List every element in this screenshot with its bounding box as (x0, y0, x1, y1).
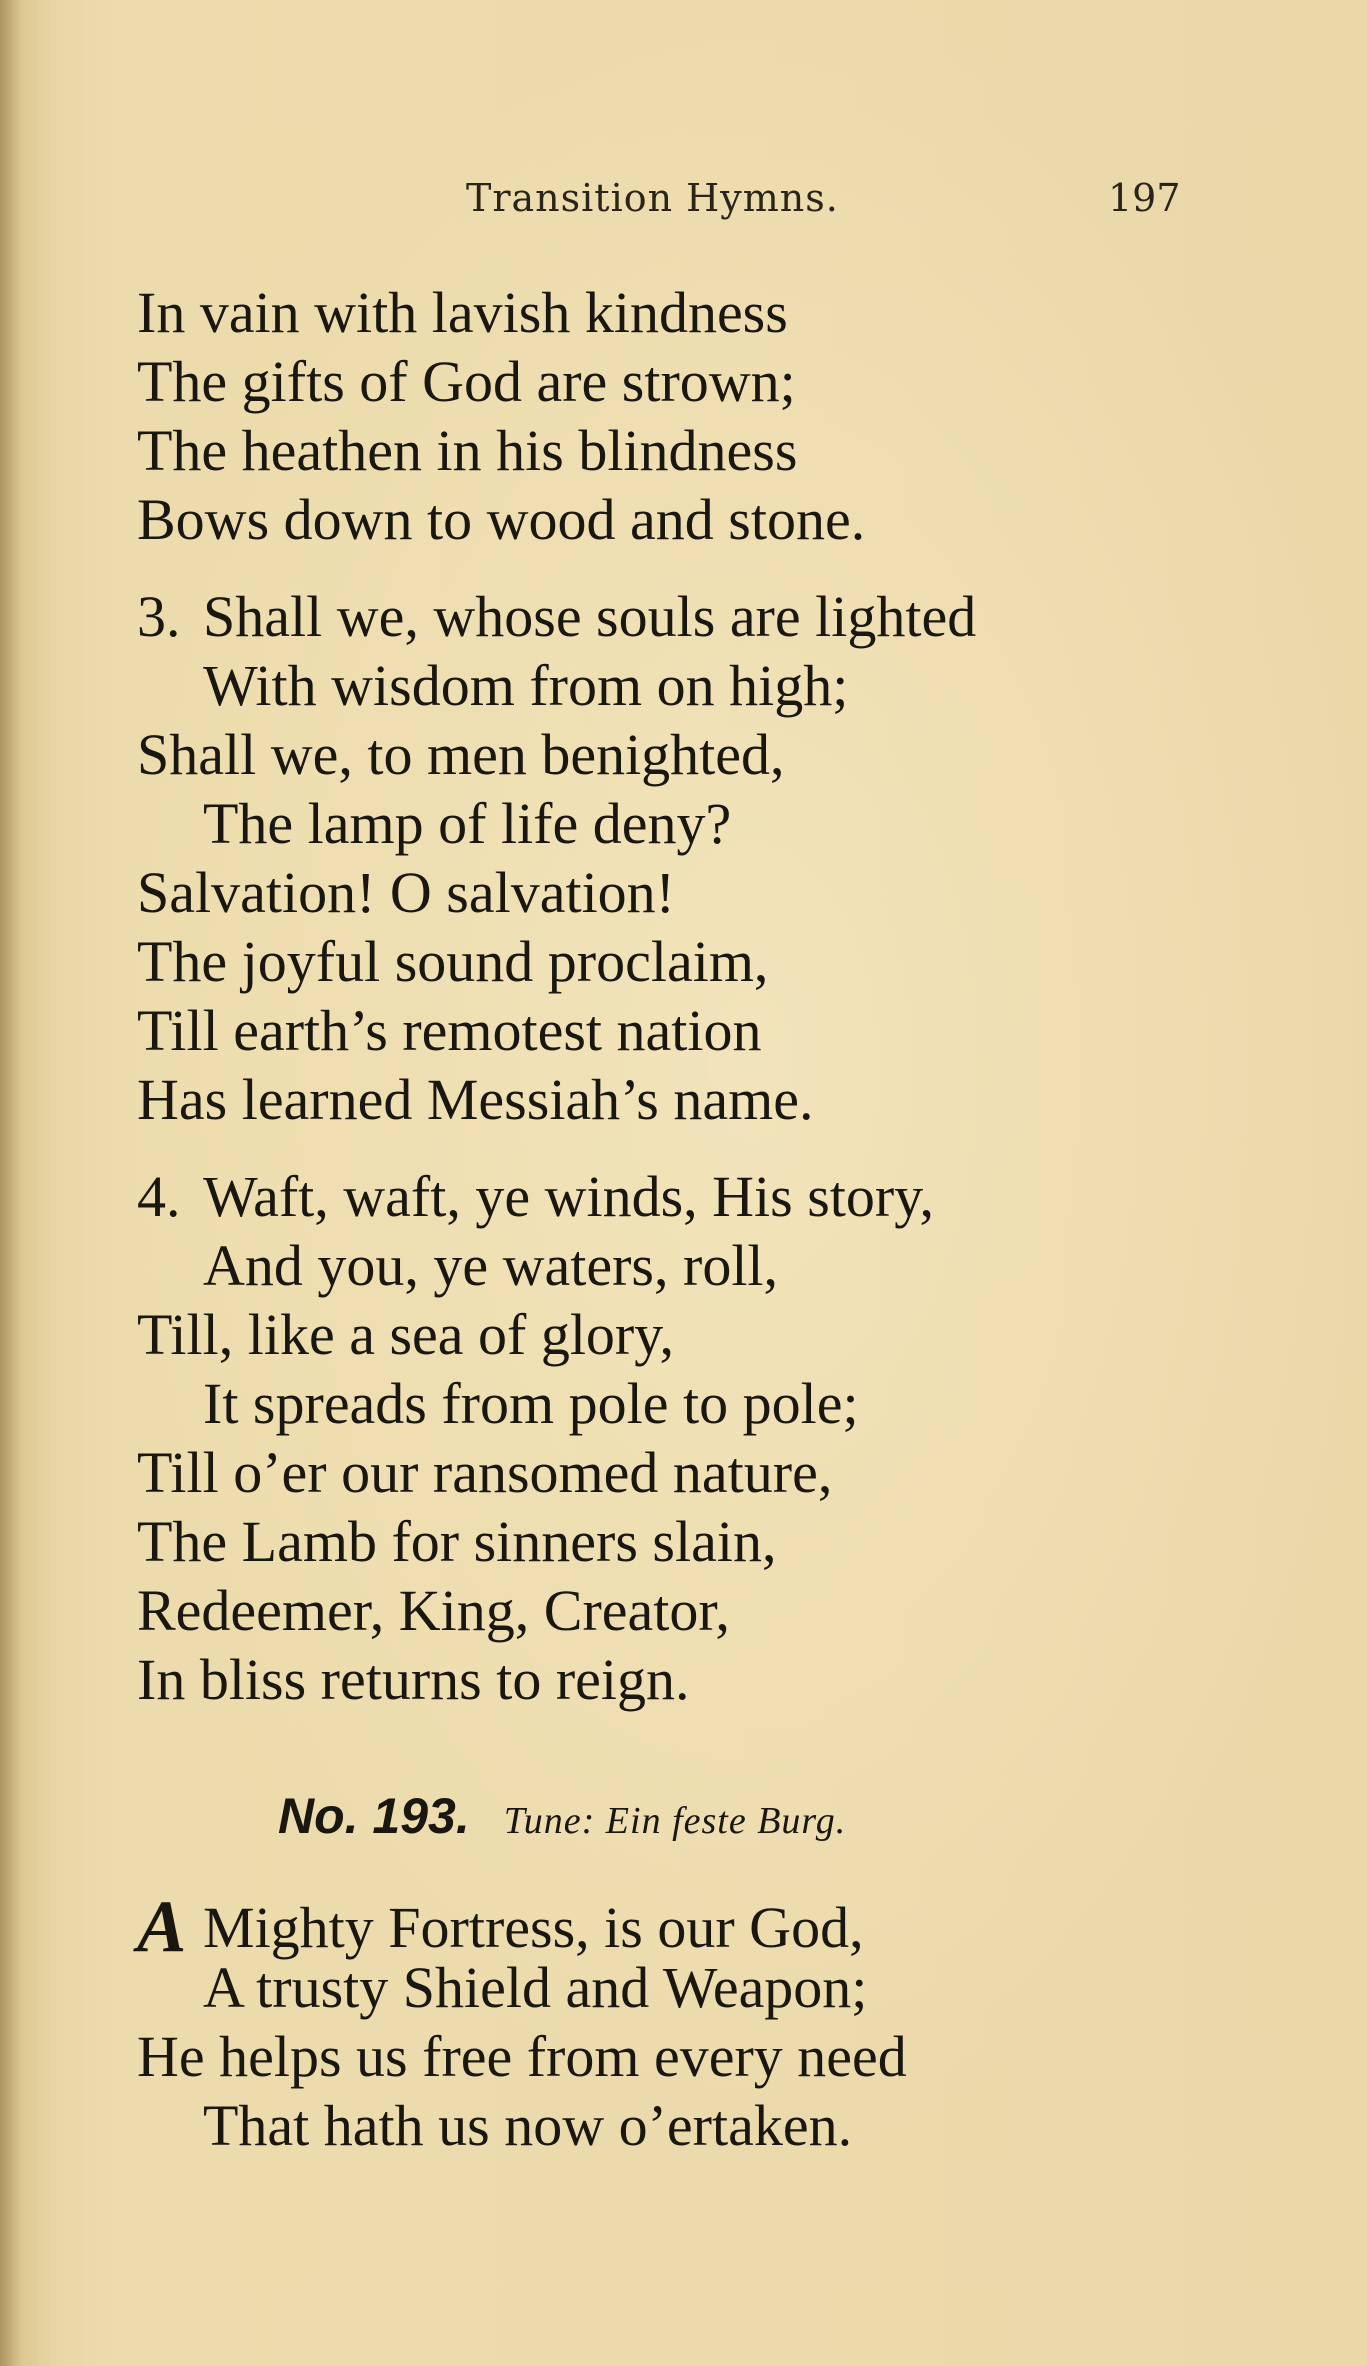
verse-line: In bliss returns to reign. (137, 1647, 690, 1712)
verse-line-text: Mighty Fortress, is our God, (203, 1895, 864, 1960)
verse-line: The gifts of God are strown; (137, 349, 796, 414)
verse-line: And you, ye waters, roll, (203, 1233, 779, 1298)
verse-line-text: Waft, waft, ye winds, His story, (203, 1164, 934, 1229)
verse-line: Bows down to wood and stone. (137, 487, 866, 552)
verse-line: With wisdom from on high; (203, 653, 849, 718)
verse-line: Shall we, to men benighted, (137, 722, 785, 787)
verse-line: It spreads from pole to pole; (203, 1371, 859, 1436)
verse-number: 4. (137, 1164, 181, 1229)
page-gutter-shadow (0, 0, 22, 2366)
verse-line-text: Shall we, whose souls are lighted (203, 584, 977, 649)
verse-line: Till, like a sea of glory, (137, 1302, 674, 1367)
hymn-number: No. 193. (278, 1788, 470, 1844)
verse-line: The lamp of life deny? (203, 791, 732, 856)
verse-line: That hath us now o’ertaken. (203, 2093, 853, 2158)
verse-line: Redeemer, King, Creator, (137, 1578, 730, 1643)
hymn-first-line (137, 1886, 864, 1968)
page-number: 197 (1108, 176, 1181, 220)
running-title: Transition Hymns. (466, 176, 839, 220)
verse-line: Till o’er our ransomed nature, (137, 1440, 833, 1505)
hymn-heading (278, 1787, 846, 1845)
stanza-4-first-line (137, 1164, 934, 1229)
verse-line: A trusty Shield and Weapon; (203, 1955, 868, 2020)
verse-line: He helps us free from every need (137, 2024, 907, 2089)
verse-line: In vain with lavish kindness (137, 280, 788, 345)
verse-line: Salvation! O salvation! (137, 860, 676, 925)
verse-line: The heathen in his blindness (137, 418, 798, 483)
verse-line: Till earth’s remotest nation (137, 998, 762, 1063)
verse-line: The Lamb for sinners slain, (137, 1509, 777, 1574)
verse-line: The joyful sound proclaim, (137, 929, 769, 994)
verse-number: 3. (137, 584, 181, 649)
verse-line: Has learned Messiah’s name. (137, 1067, 814, 1132)
hymn-tune: Tune: Ein feste Burg. (503, 1800, 847, 1842)
drop-cap: A (137, 1886, 187, 1968)
stanza-3-first-line (137, 584, 977, 649)
